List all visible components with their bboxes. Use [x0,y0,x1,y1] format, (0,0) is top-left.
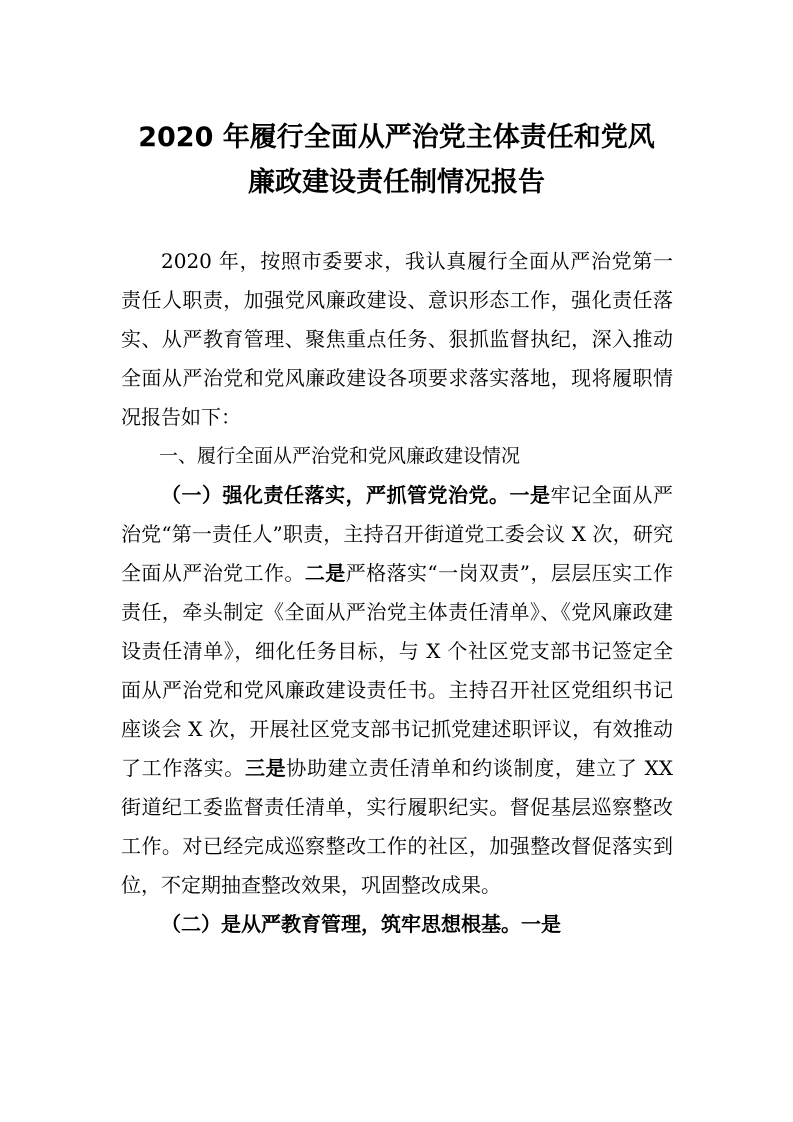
document-title-line-2: 廉政建设责任制情况报告 [248,167,545,198]
subsection-2-heading: （二）是从严教育管理，筑牢思想根基。 [161,912,521,936]
document-title-line-1: 2020 年履行全面从严治党主体责任和党风 [138,122,655,153]
subsection-1-paragraph [121,476,673,905]
intro-paragraph: 2020 年，按照市委要求，我认真履行全面从严治党第一责任人职责，加强党风廉政建设、意识形态工作，强化责任落实、从严教育管理、聚焦重点任务、狠抓监督执纪，深入推动全面从严治党和党风廉政建设各项要求落实落地，现将履职情况报告如下： [121,249,673,429]
subsection-2-point-1-lead: 一是 [521,912,561,936]
point-1-text: 牢记全面从严治党“第一责任人”职责，主持召开街道党工委会议 X 次，研究全面从严治党工作。 [121,483,673,585]
point-2-lead: 二是 [304,561,346,585]
subsection-2-paragraph [121,905,673,944]
subsection-1-heading: （一）强化责任落实，严抓管党治党。 [161,483,510,507]
point-3-lead: 三是 [244,756,287,780]
document-body [121,242,673,944]
point-3-text: 协助建立责任清单和约谈制度，建立了 XX 街道纪工委监督责任清单，实行履职纪实。督促基层巡察整改工作。对已经完成巡察整改工作的社区，加强整改督促落实到位，不定期抽查整改效果，巩固整改成果。 [121,756,674,897]
point-1-lead: 一是 [509,483,551,507]
section-1-heading: 一、履行全面从严治党和党风廉政建设情况 [159,445,521,467]
point-2-text: 严格落实“一岗双责”，层层压实工作责任，牵头制定《全面从严治党主体责任清单》、《党风廉政建设责任清单》，细化任务目标，与 X 个社区党支部书记签定全面从严治党和党风廉政建设责任书。主持召开社区党组织书记座谈会 X 次，开展社区党支部书记抓党建述职评议，有效推动了工作落实。 [121,561,674,780]
